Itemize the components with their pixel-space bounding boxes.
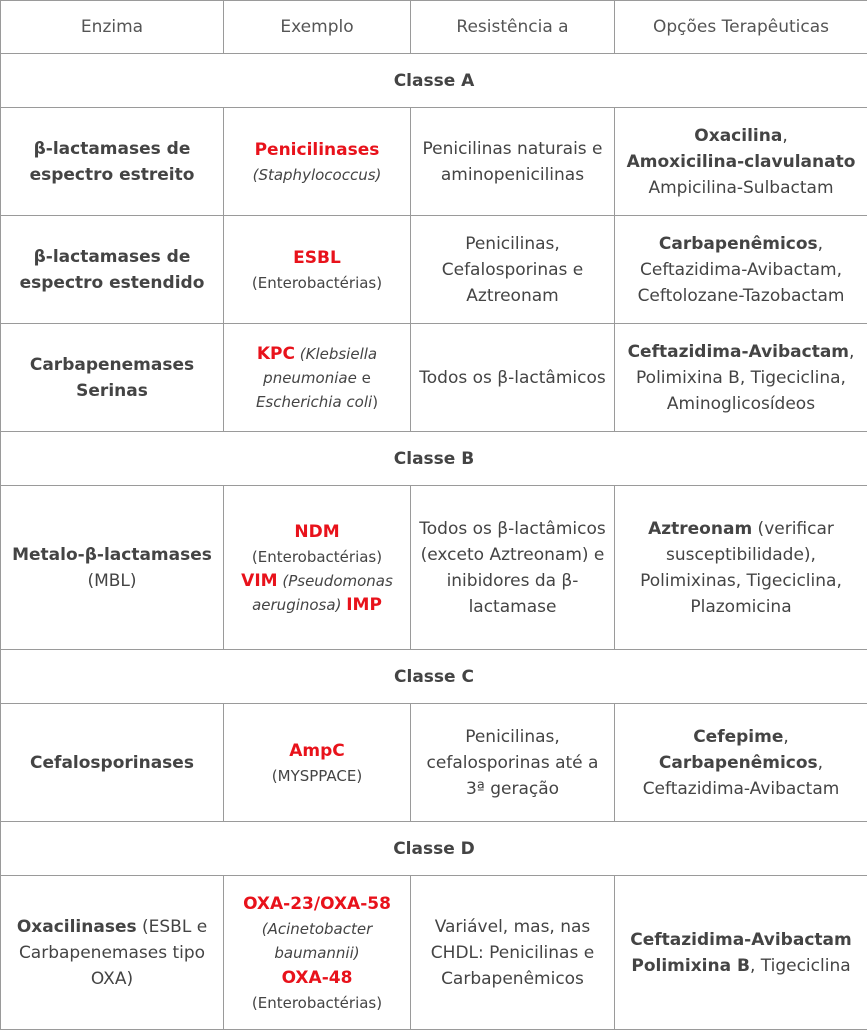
resistencia-cell: Todos os β-lactâmicos	[411, 324, 615, 432]
example-organism-2: (Enterobactérias)	[228, 991, 406, 1015]
example-organism: (Enterobactérias)	[228, 545, 406, 569]
resistencia-cell: Variável, mas, nas CHDL: Penicilinas e Carbapenêmicos	[411, 876, 615, 1030]
example-organism-2: Escherichia coli	[256, 393, 372, 411]
therapy-primary: Ceftazidima-Avibactam	[619, 927, 863, 953]
resistencia-cell: Todos os β-lactâmicos (exceto Aztreonam) e inibidores da β-lactamase	[411, 486, 615, 650]
therapy-secondary: Carbapenêmicos	[659, 753, 818, 773]
therapy-tertiary: Ampicilina-Sulbactam	[619, 175, 863, 201]
therapy-sep: ,	[818, 234, 823, 254]
enzima-cell: Carbapenemases Serinas	[1, 324, 224, 432]
therapy-sep: ,	[849, 342, 854, 362]
therapy-secondary: Polimixina B, Tigeciclina,	[619, 365, 863, 391]
enzima-cell: β-lactamases de espectro estreito	[1, 108, 224, 216]
example-name: AmpC	[228, 738, 406, 764]
opcoes-cell	[615, 324, 867, 432]
example-organism: (Enterobactérias)	[228, 271, 406, 295]
table-row	[1, 704, 867, 822]
exemplo-cell	[224, 108, 411, 216]
therapy-tertiary: Plazomicina	[619, 594, 863, 620]
therapy-secondary: Ceftazidima-Avibactam,	[619, 257, 863, 283]
therapy-note: (verificar susceptibilidade),	[666, 519, 834, 565]
enzima-name: Oxacilinases	[17, 917, 137, 937]
example-organism: (Staphylococcus)	[228, 163, 406, 187]
therapy-sep: ,	[783, 727, 788, 747]
enzima-note: (ESBL e Carbapenemases tipo OXA)	[19, 917, 207, 989]
therapy-tertiary: Aminoglicosídeos	[619, 391, 863, 417]
exemplo-cell	[224, 486, 411, 650]
resistencia-cell: Penicilinas naturais e aminopenicilinas	[411, 108, 615, 216]
enzima-cell: Cefalosporinases	[1, 704, 224, 822]
enzima-cell: β-lactamases de espectro estendido	[1, 216, 224, 324]
example-organism: (Klebsiella pneumoniae	[263, 345, 377, 387]
therapy-secondary: Polimixina B	[631, 956, 750, 976]
example-close: )	[372, 393, 378, 411]
therapy-primary: Cefepime	[693, 727, 783, 747]
table-row	[1, 486, 867, 650]
header-opcoes: Opções Terapêuticas	[615, 1, 867, 54]
therapy-sep: ,	[782, 126, 787, 146]
therapy-primary: Carbapenêmicos	[659, 234, 818, 254]
example-organism: (Acinetobacter baumannii)	[228, 917, 406, 965]
therapy-sep-2: ,	[818, 753, 823, 773]
exemplo-cell	[224, 876, 411, 1030]
class-d-row	[1, 822, 867, 876]
therapy-secondary: Amoxicilina-clavulanato	[619, 149, 863, 175]
example-organism-2: (Pseudomonas aeruginosa)	[252, 572, 393, 614]
exemplo-cell	[224, 216, 411, 324]
example-name-2: VIM	[241, 571, 277, 591]
enzima-cell	[1, 486, 224, 650]
example-name-2: OXA-48	[228, 965, 406, 991]
class-c-label: Classe C	[1, 650, 867, 704]
example-name-3: IMP	[346, 595, 382, 615]
opcoes-cell	[615, 216, 867, 324]
opcoes-cell	[615, 876, 867, 1030]
resistencia-cell: Penicilinas, cefalosporinas até a 3ª geração	[411, 704, 615, 822]
class-a-label: Classe A	[1, 54, 867, 108]
enzima-cell	[1, 876, 224, 1030]
exemplo-cell	[224, 324, 411, 432]
header-enzima: Enzima	[1, 1, 224, 54]
therapy-primary: Ceftazidima-Avibactam	[628, 342, 849, 362]
table-row	[1, 324, 867, 432]
therapy-primary: Oxacilina	[694, 126, 782, 146]
therapy-tertiary: Ceftolozane-Tazobactam	[619, 283, 863, 309]
therapy-primary: Aztreonam	[648, 519, 752, 539]
example-name: Penicilinases	[228, 137, 406, 163]
example-conj: e	[357, 369, 371, 387]
enzima-name: Metalo-β-lactamases	[5, 542, 219, 568]
table-row	[1, 108, 867, 216]
opcoes-cell	[615, 108, 867, 216]
table-row	[1, 876, 867, 1030]
table-header-row	[1, 1, 867, 54]
example-name: KPC	[257, 344, 295, 364]
class-d-label: Classe D	[1, 822, 867, 876]
opcoes-cell	[615, 704, 867, 822]
example-name: ESBL	[228, 245, 406, 271]
opcoes-cell	[615, 486, 867, 650]
class-a-row	[1, 54, 867, 108]
example-name: OXA-23/OXA-58	[228, 891, 406, 917]
therapy-tertiary: , Tigeciclina	[750, 956, 851, 976]
class-c-row	[1, 650, 867, 704]
table-row	[1, 216, 867, 324]
header-resistencia: Resistência a	[411, 1, 615, 54]
class-b-label: Classe B	[1, 432, 867, 486]
example-name: NDM	[228, 519, 406, 545]
header-exemplo: Exemplo	[224, 1, 411, 54]
therapy-secondary: Polimixinas, Tigeciclina,	[619, 568, 863, 594]
enzima-abbr: (MBL)	[5, 568, 219, 594]
therapy-tertiary: Ceftazidima-Avibactam	[619, 776, 863, 802]
exemplo-cell	[224, 704, 411, 822]
example-organism: (MYSPPACE)	[228, 764, 406, 788]
resistencia-cell: Penicilinas, Cefalosporinas e Aztreonam	[411, 216, 615, 324]
class-b-row	[1, 432, 867, 486]
